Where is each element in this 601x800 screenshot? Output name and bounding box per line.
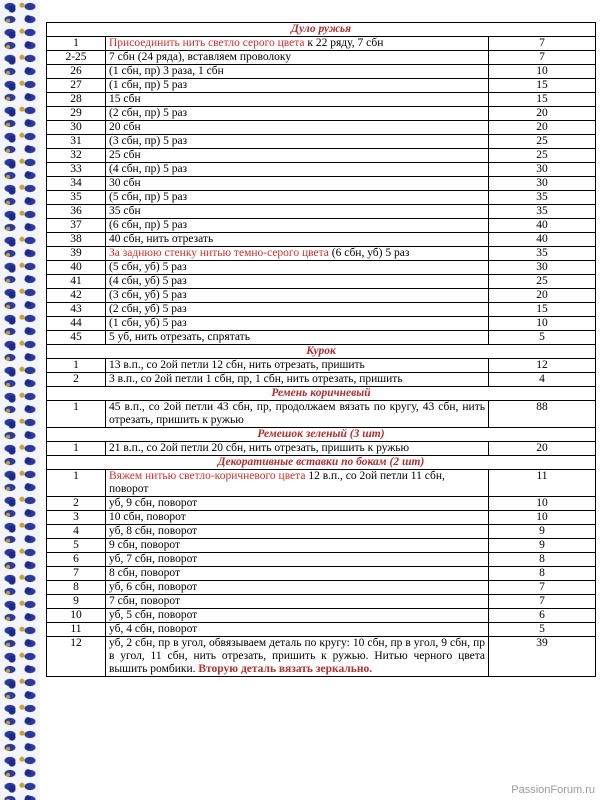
instruction-text: 8 сбн, поворот	[109, 567, 181, 579]
row-instruction	[106, 539, 489, 553]
row-instruction	[106, 470, 489, 497]
instruction-text: уб, 9 сбн, поворот	[109, 497, 198, 509]
stitch-count: 10	[489, 317, 596, 331]
section-title: Ремень коричневый	[47, 387, 596, 401]
table-row	[47, 51, 596, 65]
row-instruction	[106, 149, 489, 163]
row-number: 5	[47, 539, 106, 553]
highlighted-instruction: Присоединить нить светло серого цвета	[109, 37, 305, 49]
stitch-count: 25	[489, 135, 596, 149]
stitch-count: 9	[489, 525, 596, 539]
row-instruction	[106, 317, 489, 331]
row-instruction	[106, 121, 489, 135]
stitch-count: 8	[489, 553, 596, 567]
stitch-count: 9	[489, 539, 596, 553]
table-row	[47, 177, 596, 191]
stitch-count: 15	[489, 303, 596, 317]
stitch-count: 5	[489, 623, 596, 637]
instruction-text: 13 в.п., со 2ой петли 12 сбн, нить отрезать, пришить	[109, 359, 365, 371]
crochet-pattern-table	[46, 22, 596, 677]
highlighted-instruction: Вяжем нитью светло-коричневого цвета	[109, 470, 306, 482]
stitch-count: 12	[489, 359, 596, 373]
row-number: 12	[47, 637, 106, 677]
instruction-text: 3 в.п., со 2ой петли 1 сбн, пр, 1 сбн, нить отрезать, пришить	[109, 373, 403, 385]
row-number: 26	[47, 65, 106, 79]
table-row	[47, 275, 596, 289]
table-row	[47, 289, 596, 303]
row-number: 4	[47, 525, 106, 539]
instruction-text: (2 сбн, пр) 5 раз	[109, 107, 188, 119]
instruction-text: (1 сбн, пр) 5 раз	[109, 79, 188, 91]
row-instruction	[106, 177, 489, 191]
stitch-count: 30	[489, 177, 596, 191]
stitch-count: 5	[489, 331, 596, 345]
instruction-text: 20 сбн	[109, 121, 141, 133]
instruction-text: (4 сбн, уб) 5 раз	[109, 275, 187, 287]
table-row	[47, 93, 596, 107]
stitch-count: 20	[489, 121, 596, 135]
row-instruction	[106, 623, 489, 637]
row-number: 34	[47, 177, 106, 191]
row-instruction	[106, 247, 489, 261]
row-instruction	[106, 359, 489, 373]
row-number: 6	[47, 553, 106, 567]
row-instruction	[106, 275, 489, 289]
row-number: 44	[47, 317, 106, 331]
table-row	[47, 65, 596, 79]
row-instruction	[106, 511, 489, 525]
stitch-count: 6	[489, 609, 596, 623]
row-number: 1	[47, 470, 106, 497]
instruction-text: 30 сбн	[109, 177, 141, 189]
row-number: 7	[47, 567, 106, 581]
row-number: 39	[47, 247, 106, 261]
instruction-text: уб, 8 сбн, поворот	[109, 525, 198, 537]
row-instruction	[106, 637, 489, 677]
row-number: 29	[47, 107, 106, 121]
table-row	[47, 401, 596, 428]
stitch-count: 20	[489, 107, 596, 121]
section-title: Ремешок зеленый (3 шт)	[47, 428, 596, 442]
table-row	[47, 497, 596, 511]
row-number: 2	[47, 373, 106, 387]
row-number: 10	[47, 609, 106, 623]
instruction-text: (6 сбн, уб) 5 раз	[328, 247, 410, 259]
row-instruction	[106, 233, 489, 247]
row-instruction	[106, 107, 489, 121]
instruction-text: 10 сбн, поворот	[109, 511, 186, 523]
instruction-text: 21 в.п., со 2ой петли 20 сбн, нить отрезать, пришить к ружью	[109, 442, 410, 454]
row-number: 32	[47, 149, 106, 163]
table-row	[47, 191, 596, 205]
section-title: Курок	[47, 345, 596, 359]
instruction-text: 7 сбн (24 ряда), вставляем проволоку	[109, 51, 292, 63]
row-number: 8	[47, 581, 106, 595]
row-number: 31	[47, 135, 106, 149]
stitch-count: 7	[489, 595, 596, 609]
table-row	[47, 623, 596, 637]
row-number: 1	[47, 37, 106, 51]
instruction-text: уб, 4 сбн, поворот	[109, 623, 198, 635]
instruction-text: 35 сбн	[109, 205, 141, 217]
instruction-text: (4 сбн, пр) 5 раз	[109, 163, 188, 175]
table-row	[47, 317, 596, 331]
row-instruction	[106, 65, 489, 79]
row-instruction	[106, 525, 489, 539]
table-row	[47, 442, 596, 456]
row-instruction	[106, 303, 489, 317]
row-number: 38	[47, 233, 106, 247]
row-instruction	[106, 261, 489, 275]
row-number: 1	[47, 401, 106, 428]
row-number: 3	[47, 511, 106, 525]
stitch-count: 7	[489, 51, 596, 65]
row-number: 43	[47, 303, 106, 317]
instruction-text: (1 сбн, пр) 3 раза, 1 сбн	[109, 65, 224, 77]
stitch-count: 7	[489, 37, 596, 51]
row-number: 2	[47, 497, 106, 511]
highlighted-instruction: За заднюю стенку нитью темно-серого цвета	[109, 247, 329, 259]
row-number: 9	[47, 595, 106, 609]
section-header-inserts	[47, 456, 596, 470]
instruction-text: 12 в.п., со 2ой петли 11 сбн, поворот	[109, 470, 445, 495]
row-instruction	[106, 581, 489, 595]
row-instruction	[106, 289, 489, 303]
stitch-count: 10	[489, 511, 596, 525]
table-row	[47, 121, 596, 135]
table-row	[47, 247, 596, 261]
stitch-count: 30	[489, 163, 596, 177]
site-watermark: PassionForum.ru	[511, 784, 595, 796]
stitch-count: 35	[489, 191, 596, 205]
instruction-text: (6 сбн, пр) 5 раз	[109, 219, 188, 231]
table-row	[47, 373, 596, 387]
table-row	[47, 525, 596, 539]
stitch-count: 15	[489, 93, 596, 107]
stitch-count: 40	[489, 233, 596, 247]
row-number: 2-25	[47, 51, 106, 65]
row-number: 40	[47, 261, 106, 275]
stitch-count: 39	[489, 637, 596, 677]
row-number: 30	[47, 121, 106, 135]
stitch-count: 25	[489, 149, 596, 163]
instruction-text: (2 сбн, уб) 5 раз	[109, 303, 187, 315]
row-instruction	[106, 373, 489, 387]
row-number: 41	[47, 275, 106, 289]
row-instruction	[106, 401, 489, 428]
section-title: Дуло ружья	[47, 23, 596, 37]
table-row	[47, 79, 596, 93]
row-number: 11	[47, 623, 106, 637]
instruction-text: уб, 5 сбн, поворот	[109, 609, 198, 621]
stitch-count: 35	[489, 205, 596, 219]
section-title: Декоративные вставки по бокам (2 шт)	[47, 456, 596, 470]
table-row	[47, 163, 596, 177]
stitch-count: 4	[489, 373, 596, 387]
mirror-note: Вторую деталь вязать зеркально.	[198, 663, 373, 675]
instruction-text: (1 сбн, уб) 5 раз	[109, 317, 187, 329]
instruction-text: (3 сбн, уб) 5 раз	[109, 289, 187, 301]
table-row	[47, 107, 596, 121]
row-instruction	[106, 595, 489, 609]
stitch-count: 40	[489, 219, 596, 233]
row-number: 35	[47, 191, 106, 205]
instruction-text: 25 сбн	[109, 149, 141, 161]
instruction-text: 5 уб, нить отрезать, спрятать	[109, 331, 250, 343]
instruction-text: (5 сбн, пр) 5 раз	[109, 191, 188, 203]
instruction-text: 45 в.п., со 2ой петли 43 сбн, пр, продолжаем вязать по кругу, 43 сбн, нить отрезать, пришить к ружью	[109, 401, 485, 426]
table-row	[47, 511, 596, 525]
table-row	[47, 470, 596, 497]
stitch-count: 20	[489, 289, 596, 303]
instruction-text: уб, 6 сбн, поворот	[109, 581, 198, 593]
table-row	[47, 609, 596, 623]
row-instruction	[106, 51, 489, 65]
row-instruction	[106, 553, 489, 567]
row-number: 33	[47, 163, 106, 177]
stitch-count: 15	[489, 79, 596, 93]
row-instruction	[106, 609, 489, 623]
row-instruction	[106, 442, 489, 456]
instruction-text: 15 сбн	[109, 93, 141, 105]
table-row	[47, 261, 596, 275]
row-number: 36	[47, 205, 106, 219]
table-row	[47, 135, 596, 149]
row-instruction	[106, 135, 489, 149]
stitch-count: 11	[489, 470, 596, 497]
row-number: 42	[47, 289, 106, 303]
instruction-text: к 22 ряду, 7 сбн	[304, 37, 384, 49]
instruction-text: 7 сбн, поворот	[109, 595, 181, 607]
table-row	[47, 567, 596, 581]
instruction-text: 9 сбн, поворот	[109, 539, 181, 551]
table-row	[47, 359, 596, 373]
table-row	[47, 595, 596, 609]
row-instruction	[106, 497, 489, 511]
section-header-trigger	[47, 345, 596, 359]
stitch-count: 88	[489, 401, 596, 428]
stitch-count: 8	[489, 567, 596, 581]
table-row	[47, 553, 596, 567]
instruction-text: уб, 2 сбн, пр в угол, обвязываем деталь по кругу: 10 сбн, пр в угол, 9 сбн, пр в угол, 11 сбн, нить отрезать, пришить к ружью. Нитью черного цвета вышить ромбики.	[109, 637, 485, 675]
instruction-text: (5 сбн, уб) 5 раз	[109, 261, 187, 273]
table-row	[47, 303, 596, 317]
table-row	[47, 581, 596, 595]
row-number: 28	[47, 93, 106, 107]
row-instruction	[106, 37, 489, 51]
stitch-count: 10	[489, 65, 596, 79]
decorative-border	[0, 0, 40, 800]
row-instruction	[106, 567, 489, 581]
section-header-strap_green	[47, 428, 596, 442]
row-instruction	[106, 79, 489, 93]
stitch-count: 7	[489, 581, 596, 595]
row-number: 1	[47, 359, 106, 373]
row-instruction	[106, 331, 489, 345]
stitch-count: 10	[489, 497, 596, 511]
section-header-strap_brown	[47, 387, 596, 401]
row-instruction	[106, 163, 489, 177]
row-number: 37	[47, 219, 106, 233]
table-row	[47, 205, 596, 219]
stitch-count: 35	[489, 247, 596, 261]
instruction-text: (3 сбн, пр) 5 раз	[109, 135, 188, 147]
table-row	[47, 219, 596, 233]
instruction-text: 40 сбн, нить отрезать	[109, 233, 214, 245]
table-row	[47, 331, 596, 345]
stitch-count: 20	[489, 442, 596, 456]
instruction-text: уб, 7 сбн, поворот	[109, 553, 198, 565]
table-row	[47, 637, 596, 677]
row-instruction	[106, 205, 489, 219]
table-row	[47, 233, 596, 247]
row-number: 27	[47, 79, 106, 93]
row-instruction	[106, 219, 489, 233]
row-instruction	[106, 93, 489, 107]
table-row	[47, 37, 596, 51]
table-row	[47, 149, 596, 163]
table-row	[47, 539, 596, 553]
row-number: 45	[47, 331, 106, 345]
row-number: 1	[47, 442, 106, 456]
section-header-barrel	[47, 23, 596, 37]
row-instruction	[106, 191, 489, 205]
stitch-count: 25	[489, 275, 596, 289]
stitch-count: 30	[489, 261, 596, 275]
